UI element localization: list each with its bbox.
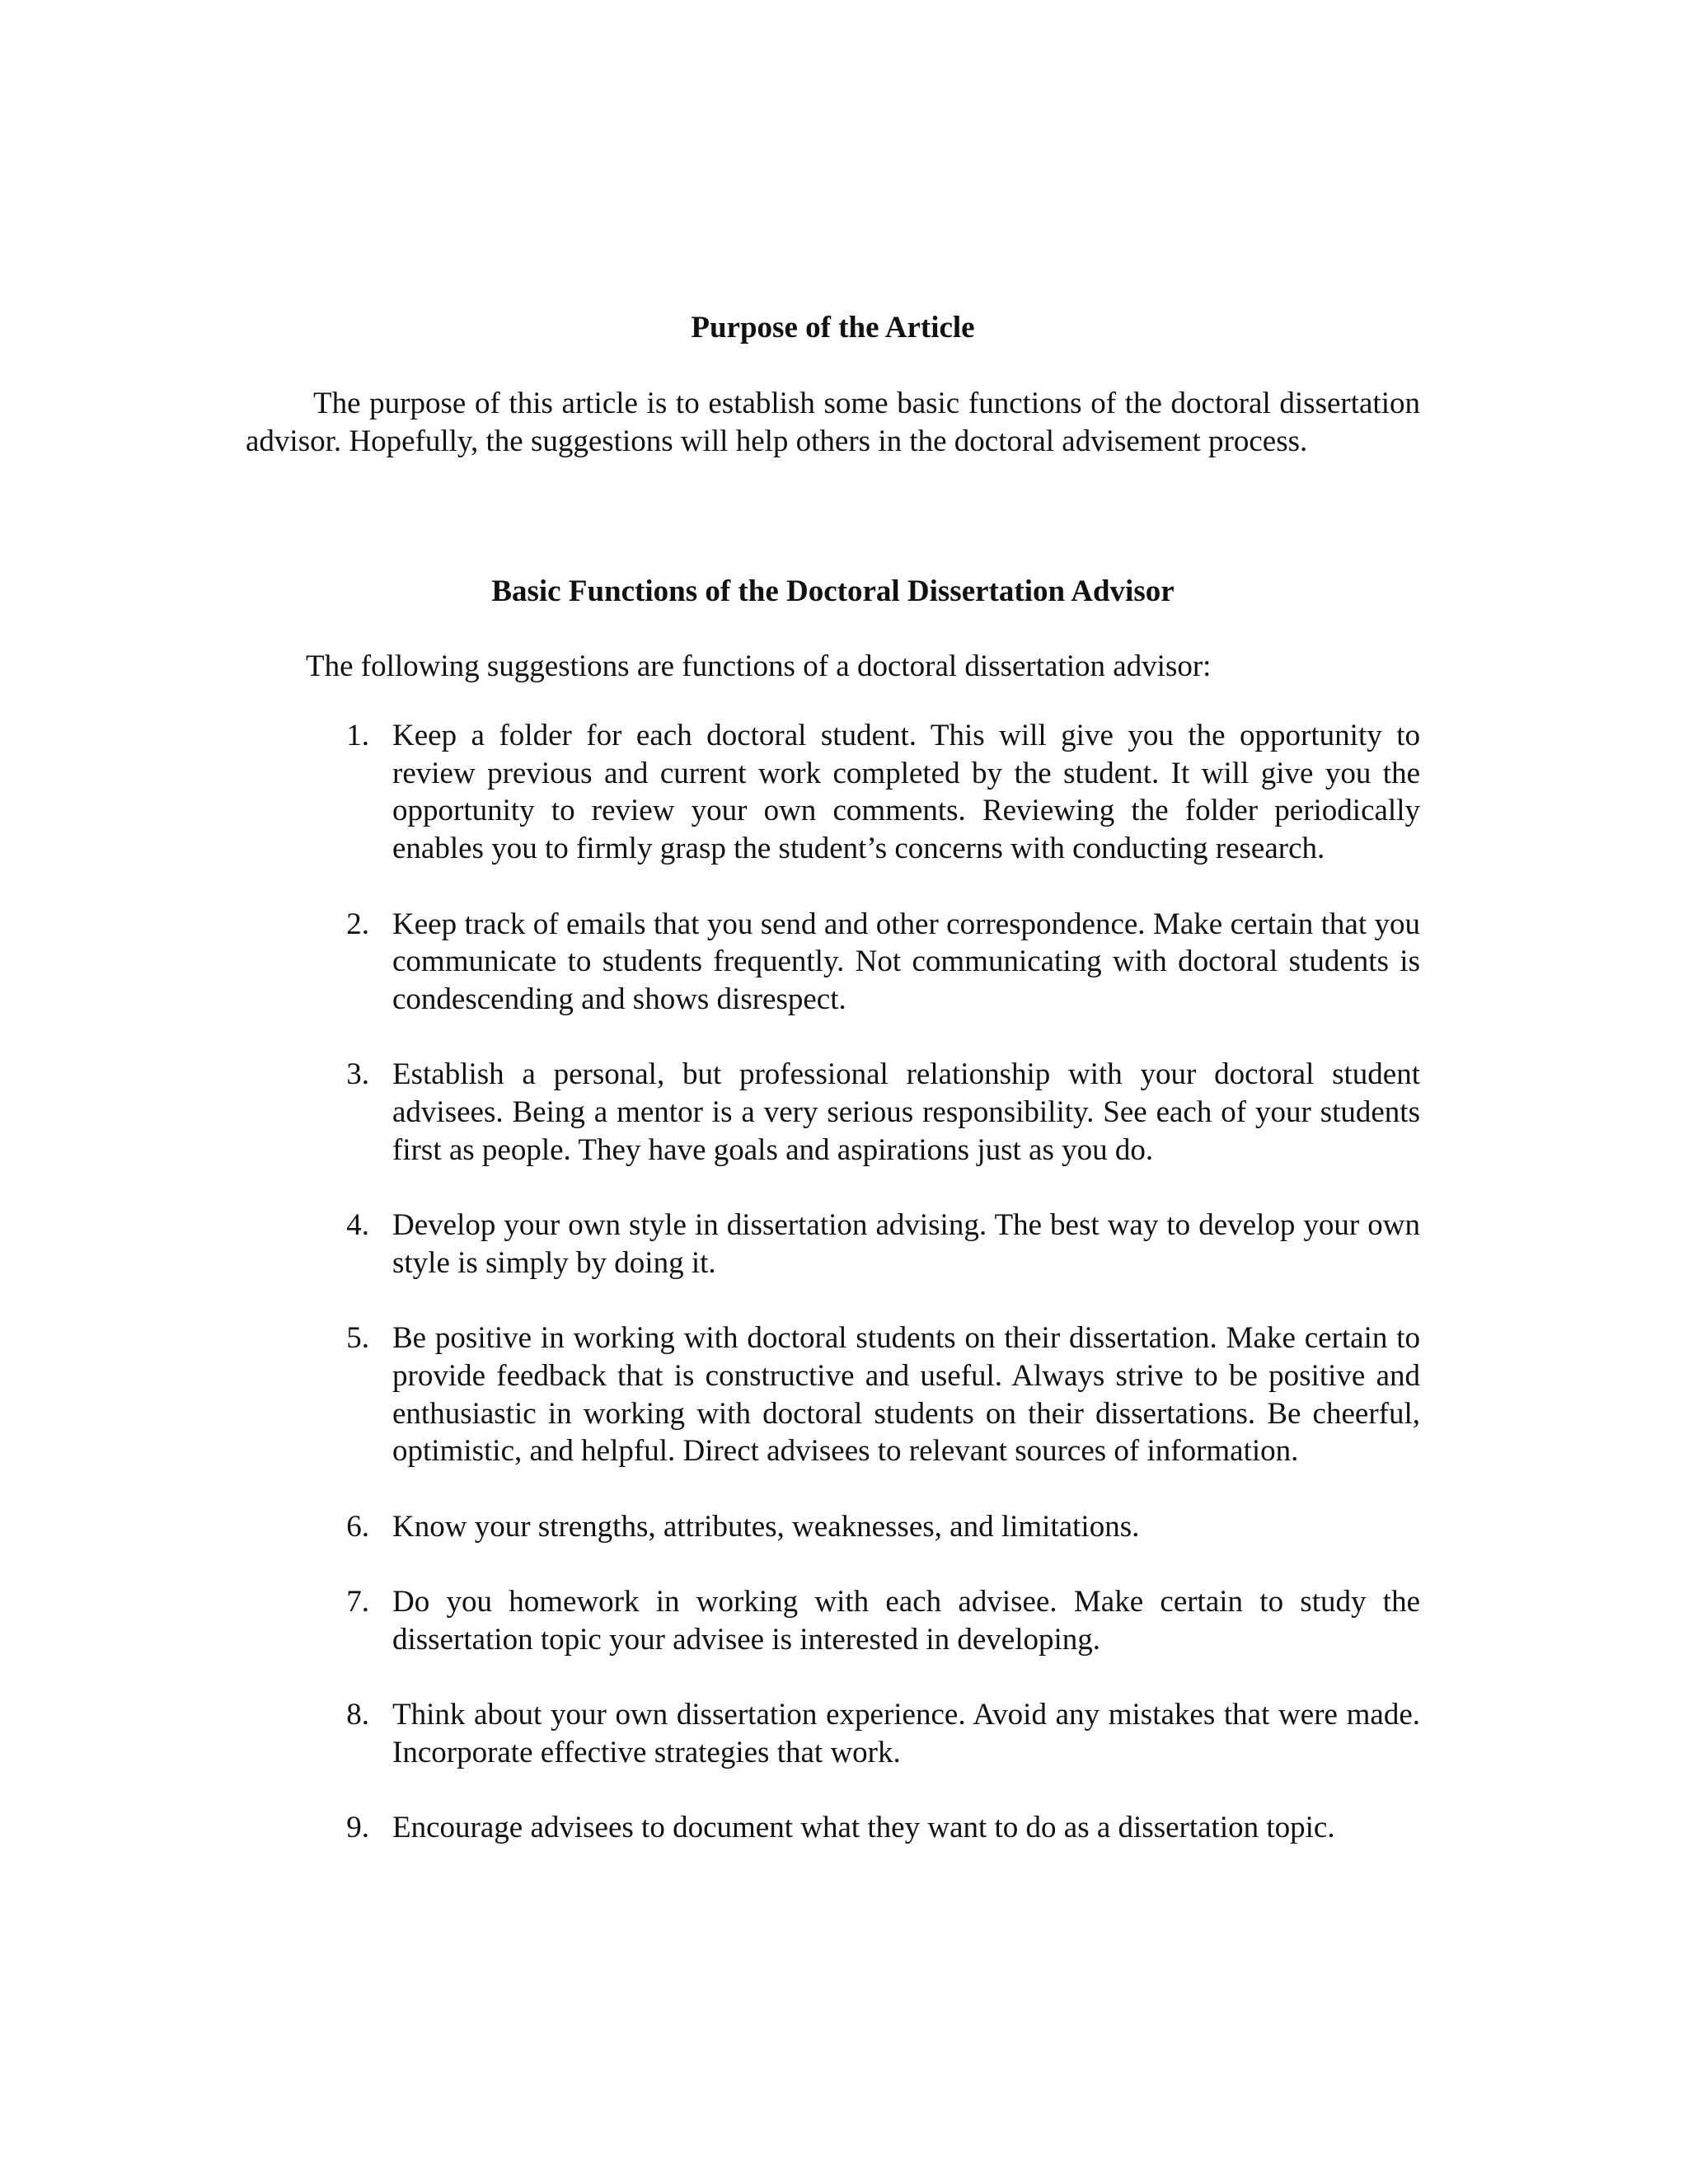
list-item-number: 8.: [346, 1698, 369, 1732]
list-item: [328, 1056, 1420, 1169]
list-item: [328, 906, 1420, 1019]
list-item: [328, 1696, 1420, 1771]
section-heading-purpose: Purpose of the Article: [691, 311, 975, 344]
list-item-text: Establish a personal, but professional relationship with your doctoral student advisees. Being a mentor is a very serious responsibility. See each of your students first as people. They have goals and aspirations just as you do.: [392, 1057, 1420, 1167]
list-item-number: 2.: [346, 907, 369, 941]
list-item-text: Be positive in working with doctoral students on their dissertation. Make certain to provide feedback that is constructive and useful. Always strive to be positive and enthusiastic in working with doctoral students on their dissertations. Be cheerful, optimistic, and helpful. Direct advisees to relevant sources of information.: [392, 1321, 1420, 1469]
list-item-text: Do you homework in working with each advisee. Make certain to study the dissertation topic your advisee is interested in developing.: [392, 1585, 1420, 1657]
list-item: [328, 1207, 1420, 1282]
list-item: [328, 1319, 1420, 1470]
list-item: [328, 1809, 1420, 1847]
list-item-text: Encourage advisees to document what they want to do as a dissertation topic.: [392, 1811, 1335, 1845]
list-item-number: 7.: [346, 1585, 369, 1619]
functions-list: [328, 717, 1420, 1885]
list-item-text: Think about your own dissertation experience. Avoid any mistakes that were made. Incorporate effective strategies that work.: [392, 1698, 1420, 1769]
list-item-number: 6.: [346, 1509, 369, 1544]
list-item-text: Keep a folder for each doctoral student. This will give you the opportunity to review previous and current work completed by the student. It will give you the opportunity to review your own comments. Reviewing the folder periodically enables you to firmly grasp the student’s concerns with conducting research.: [392, 719, 1420, 866]
section-heading-basic-functions: Basic Functions of the Doctoral Dissertation Advisor: [491, 574, 1175, 608]
list-item: [328, 717, 1420, 868]
list-item-text: Develop your own style in dissertation advising. The best way to develop your own style is simply by doing it.: [392, 1208, 1420, 1280]
list-item: [328, 1508, 1420, 1546]
list-item-number: 3.: [346, 1057, 369, 1092]
list-item-text: Keep track of emails that you send and other correspondence. Make certain that you communicate to students frequently. Not communicating with doctoral students is condescending and shows disrespect.: [392, 907, 1420, 1016]
list-item-number: 4.: [346, 1208, 369, 1243]
list-item-number: 1.: [346, 719, 369, 752]
list-item-text: Know your strengths, attributes, weaknesses, and limitations.: [392, 1509, 1140, 1544]
list-item-number: 5.: [346, 1321, 369, 1356]
list-item-number: 9.: [346, 1811, 369, 1845]
functions-intro: The following suggestions are functions of a doctoral dissertation advisor:: [306, 649, 1212, 683]
purpose-paragraph: The purpose of this article is to establish some basic functions of the doctoral dissertation advisor. Hopefully, the suggestions will help others in the doctoral advisement process.: [246, 387, 1420, 458]
list-item: [328, 1583, 1420, 1658]
